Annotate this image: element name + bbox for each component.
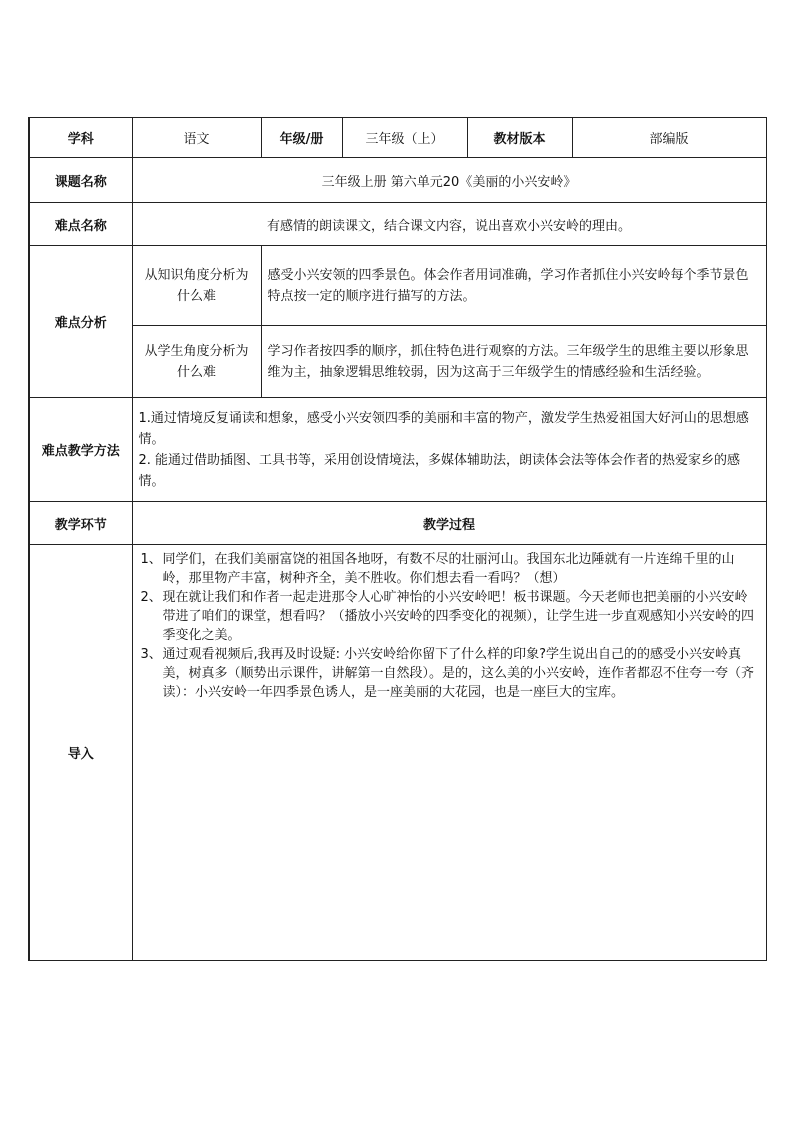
subject-value: 语文 <box>132 118 261 158</box>
subject-label: 学科 <box>29 118 132 158</box>
student-analysis <box>261 326 766 398</box>
method-item-1: 1.通过情境反复诵读和想象，感受小兴安领四季的美丽和丰富的物产，激发学生热爱祖国大好河山的思想感情。 <box>138 410 749 447</box>
edition-label: 教材版本 <box>467 118 572 158</box>
lesson-title: 三年级上册 第六单元20《美丽的小兴安岭》 <box>132 158 766 203</box>
student-angle-label <box>132 326 261 398</box>
knowledge-analysis-text: 感受小兴安领的四季景色。体会作者用词准确，学习作者抓住小兴安岭每个季节景色特点按一定的顺序进行描写的方法。 <box>267 267 749 304</box>
intro-content <box>132 545 766 961</box>
analysis-label: 难点分析 <box>29 246 132 398</box>
intro-label: 导入 <box>29 545 132 961</box>
methods-content <box>132 398 766 502</box>
lesson-label: 课题名称 <box>29 158 132 203</box>
difficulty-label: 难点名称 <box>29 203 132 246</box>
intro-item-number: 3、 <box>140 647 162 662</box>
intro-item <box>139 548 760 586</box>
edition-value: 部编版 <box>572 118 766 158</box>
intro-item-number: 2、 <box>140 590 162 605</box>
intro-item-text: 同学们，在我们美丽富饶的祖国各地呀，有数不尽的壮丽河山。我国东北边陲就有一片连绵千里的山岭，那里物产丰富，树种齐全，美不胜收。你们想去看一看吗？（想） <box>162 552 735 586</box>
grade-value: 三年级（上） <box>342 118 467 158</box>
intro-item <box>139 586 760 643</box>
lesson-row <box>29 158 766 203</box>
lesson-plan-table <box>28 117 767 961</box>
header-row <box>29 118 766 158</box>
intro-item-text: 现在就让我们和作者一起走进那令人心旷神怡的小兴安岭吧！板书课题。今天老师也把美丽的小兴安岭带进了咱们的课堂，想看吗？（播放小兴安岭的四季变化的视频），让学生进一步直观感知小兴安岭的四季变化之美。 <box>162 590 755 643</box>
grade-label: 年级/册 <box>261 118 342 158</box>
student-angle-text: 从学生角度分析为什么难 <box>144 343 249 380</box>
methods-row <box>29 398 766 502</box>
analysis-row-student <box>29 326 766 398</box>
knowledge-angle-text: 从知识角度分析为什么难 <box>144 267 249 304</box>
knowledge-analysis <box>261 246 766 326</box>
methods-label: 难点教学方法 <box>29 398 132 502</box>
method-item-2: 2. 能通过借助插图、工具书等，采用创设情境法，多媒体辅助法，朗读体会法等体会作者的热爱家乡的感情。 <box>138 452 741 489</box>
analysis-row-knowledge <box>29 246 766 326</box>
difficulty-row <box>29 203 766 246</box>
knowledge-angle-label <box>132 246 261 326</box>
process-label: 教学过程 <box>132 502 766 545</box>
difficulty-value: 有感情的朗读课文，结合课文内容，说出喜欢小兴安岭的理由。 <box>132 203 766 246</box>
intro-item <box>139 643 760 700</box>
intro-row <box>29 545 766 961</box>
student-analysis-text: 学习作者按四季的顺序，抓住特色进行观察的方法。三年级学生的思维主要以形象思维为主，抽象逻辑思维较弱，因为这高于三年级学生的情感经验和生活经验。 <box>267 343 749 380</box>
process-header-row <box>29 502 766 545</box>
intro-item-number: 1、 <box>140 552 162 567</box>
stage-label: 教学环节 <box>29 502 132 545</box>
intro-item-text: 通过观看视频后,我再及时设疑: 小兴安岭给你留下了什么样的印象?学生说出自己的的感受小兴安岭真美，树真多（顺势出示课件，讲解第一自然段）。是的，这么美的小兴安岭，连作者都忍不住夸一夸（齐读）：小兴安岭一年四季景色诱人，是一座美丽的大花园，也是一座巨大的宝库。 <box>162 647 755 700</box>
